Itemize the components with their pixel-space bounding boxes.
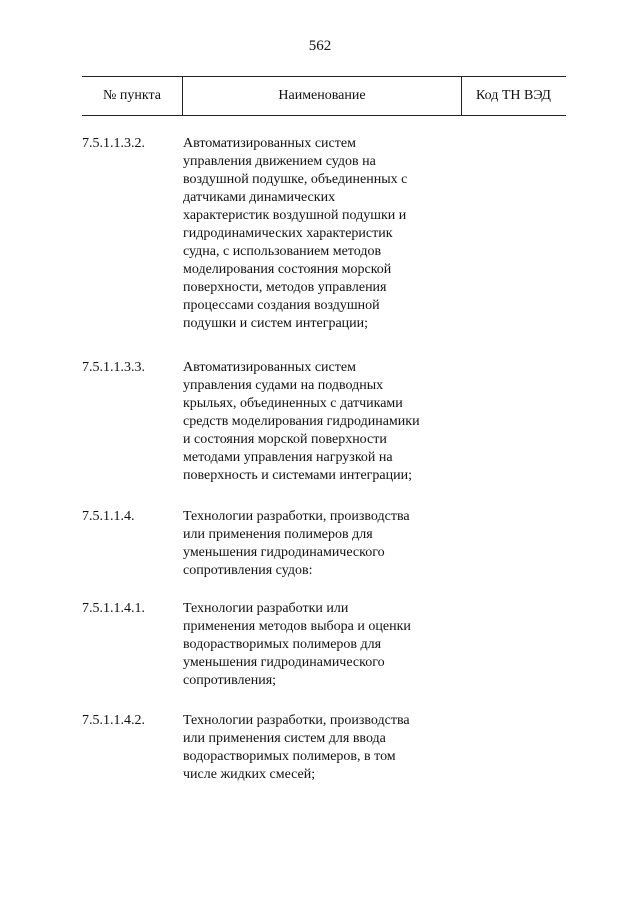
item-text: Автоматизированных систем управления движением судов на воздушной подушке, объединенных с датчиками динамических характеристик воздушной подушки и гидродинамических характеристик судна, с использованием методов моделирования состояния морской поверхности, методов управления процессами создания воздушной подушки и систем интеграции; <box>183 136 408 331</box>
table-header <box>82 76 566 116</box>
item-text: Автоматизированных систем управления судами на подводных крыльях, объединенных с датчиками средств моделирования гидродинамики и состояния морской поверхности методами управления нагрузкой на поверхность и системами интеграции; <box>183 360 420 483</box>
item-number: 7.5.1.1.4.1. <box>82 601 145 616</box>
item-number: 7.5.1.1.3.2. <box>82 136 145 151</box>
item-text: Технологии разработки или применения методов выбора и оценки водорастворимых полимеров для уменьшения гидродинамического сопротивления; <box>183 601 411 688</box>
page-number: 562 <box>308 38 332 54</box>
item-number: 7.5.1.1.4.2. <box>82 713 145 728</box>
item-text: Технологии разработки, производства или применения систем для ввода водорастворимых полимеров, в том числе жидких смесей; <box>183 713 410 782</box>
item-number: 7.5.1.1.4. <box>82 509 135 524</box>
header-item-number: № пункта <box>103 88 161 103</box>
header-tn-ved-code: Код ТН ВЭД <box>476 88 551 103</box>
header-name: Наименование <box>182 77 462 115</box>
item-number: 7.5.1.1.3.3. <box>82 360 145 375</box>
item-text: Технологии разработки, производства или применения полимеров для уменьшения гидродинамического сопротивления судов: <box>183 509 410 578</box>
